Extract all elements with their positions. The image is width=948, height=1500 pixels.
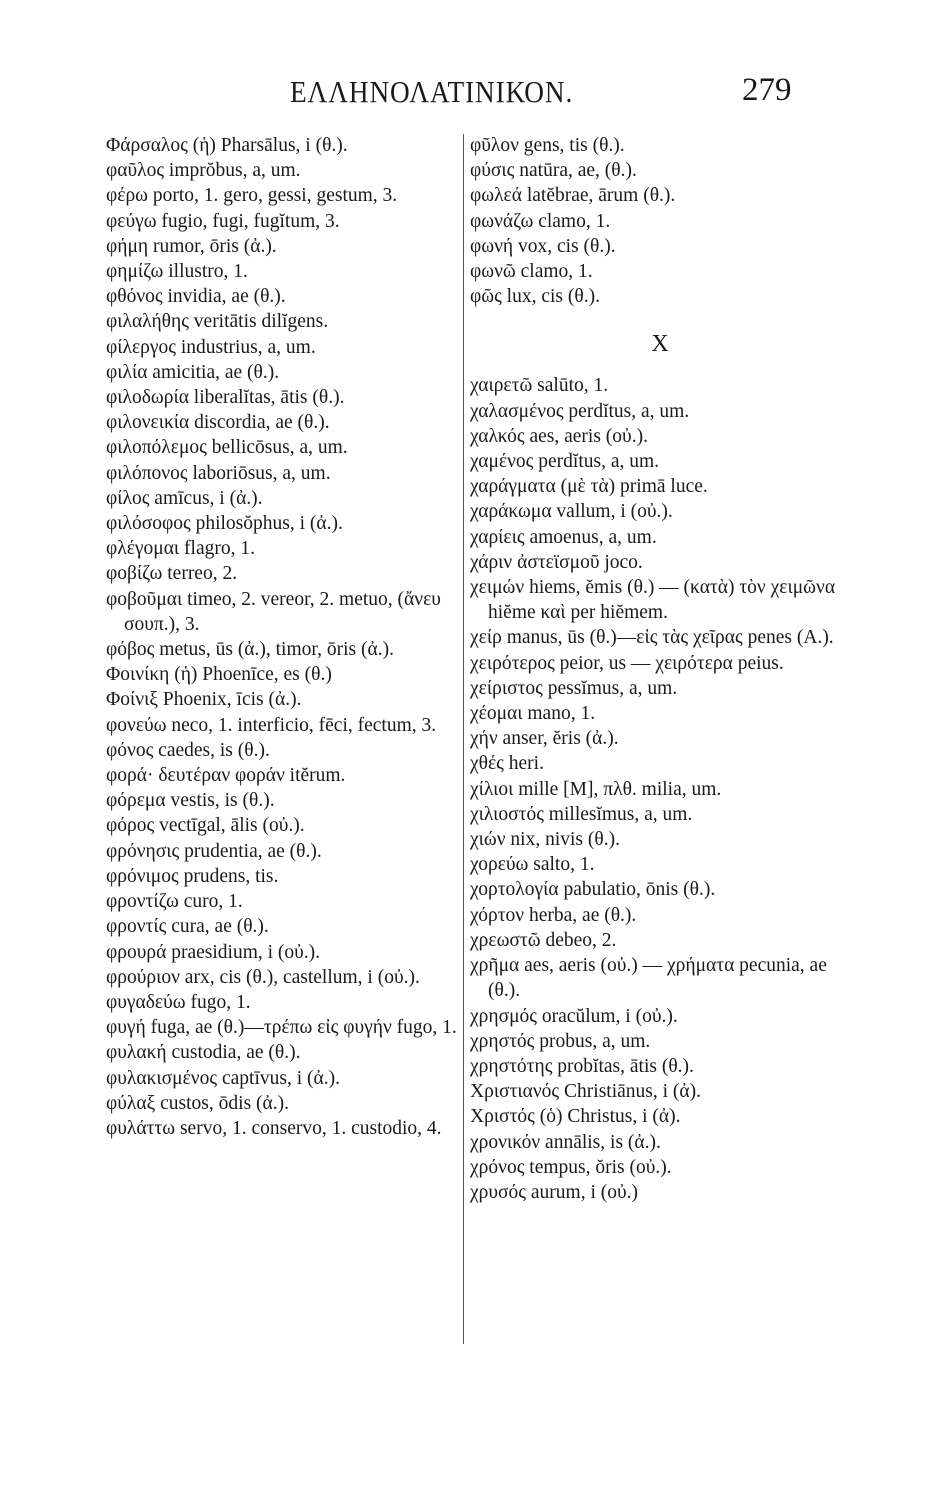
dictionary-entry: χρῆμα aes, aeris (οὐ.) — χρήματα pecunia, ae (θ.). [470, 955, 827, 1002]
dictionary-entry: φόβος metus, ūs (ἀ.), timor, ōris (ἀ.). [106, 639, 394, 661]
dictionary-entry: φύσις natūra, ae, (θ.). [470, 160, 637, 182]
left-column [106, 133, 462, 1141]
section-letter: X [651, 331, 669, 358]
dictionary-entry: φοβίζω terreo, 2. [106, 563, 238, 585]
dictionary-entry: χρυσός aurum, i (οὐ.) [470, 1181, 639, 1203]
dictionary-entry: φυγή fuga, ae (θ.)—τρέπω εἰς φυγήν fugo, 1. [106, 1017, 457, 1039]
dictionary-entry: Φάρσαλος (ἡ) Pharsālus, i (θ.). [106, 135, 348, 156]
dictionary-entry: φυλάττω servo, 1. conservo, 1. custodio, 4. [106, 1117, 442, 1139]
dictionary-entry: φοβοῦμαι timeo, 2. vereor, 2. metuo, (ἄνευ σουπ.), 3. [106, 588, 441, 635]
dictionary-entry: φῦλον gens, tis (θ.). [470, 135, 625, 156]
dictionary-entry: φλέγομαι flagro, 1. [106, 538, 255, 560]
dictionary-entry: φόρεμα vestis, is (θ.). [106, 790, 275, 812]
right-column-chi-entries [470, 373, 850, 1205]
dictionary-entry: Χριστός (ὁ) Christus, i (ἀ). [470, 1106, 681, 1128]
dictionary-entry: φρουρά praesidium, i (οὐ.). [106, 941, 321, 963]
dictionary-entry: φέρω porto, 1. gero, gessi, gestum, 3. [106, 185, 398, 207]
dictionary-entry: χείρ manus, ūs (θ.)—εἰς τὰς χεῖρας penes (Α.). [470, 627, 834, 649]
dictionary-entry: χίλιοι mille [M], πλθ. milia, um. [470, 778, 722, 800]
dictionary-entry: χήν anser, ĕris (ἀ.). [470, 728, 619, 750]
dictionary-entry: χάριν ἀστεϊσμοῦ joco. [470, 551, 643, 573]
dictionary-entry: φωνάζω clamo, 1. [470, 210, 611, 232]
dictionary-entry: φρούριον arx, cis (θ.), castellum, i (οὐ.). [106, 966, 420, 988]
dictionary-entry: φήμη rumor, ōris (ἀ.). [106, 235, 277, 257]
dictionary-entry: φίλος amīcus, i (ἀ.). [106, 487, 263, 509]
dictionary-entry: χορεύω salto, 1. [470, 854, 595, 876]
dictionary-entry: φορά· δευτέραν φοράν itĕrum. [106, 765, 346, 787]
dictionary-entry: φημίζω illustro, 1. [106, 261, 248, 283]
dictionary-entry: φιλοπόλεμος bellicōsus, a, um. [106, 437, 348, 459]
dictionary-entry: φόνος caedes, is (θ.). [106, 739, 270, 761]
dictionary-entry: φωλεά latĕbrae, ārum (θ.). [470, 185, 676, 207]
dictionary-entry: φωνῶ clamo, 1. [470, 261, 593, 283]
dictionary-entry: φιλονεικία discordia, ae (θ.). [106, 412, 330, 434]
dictionary-entry: χρόνος tempus, ŏris (οὐ.). [470, 1156, 672, 1178]
dictionary-entry: χρησμός oracŭlum, i (οὐ.). [470, 1005, 678, 1027]
dictionary-entry: φιλαλήθης veritātis dilĭgens. [106, 311, 329, 333]
dictionary-entry: φροντίς cura, ae (θ.). [106, 916, 269, 938]
dictionary-entry: χόρτον herba, ae (θ.). [470, 904, 637, 926]
dictionary-entry: φίλεργος industrius, a, um. [106, 336, 316, 358]
dictionary-entry: φόρος vectīgal, ālis (οὐ.). [106, 815, 305, 837]
dictionary-entry: φωνή vox, cis (θ.). [470, 235, 616, 257]
dictionary-entry: χαράγματα (μὲ τὰ) primā luce. [470, 476, 708, 498]
dictionary-entry: φρόνιμος prudens, tis. [106, 865, 279, 887]
dictionary-entry: φύλαξ custos, ōdis (ἀ.). [106, 1092, 289, 1114]
dictionary-entry: φιλοδωρία liberalĭtas, ātis (θ.). [106, 387, 345, 409]
dictionary-entry: φαῦλος imprŏbus, a, um. [106, 160, 301, 182]
page-number: 279 [742, 72, 792, 108]
dictionary-entry: φιλόπονος laboriōsus, a, um. [106, 462, 331, 484]
dictionary-entry: χείριστος pessĭmus, a, um. [470, 677, 678, 699]
dictionary-entry: χαλκός aes, aeris (οὐ.). [470, 425, 648, 447]
dictionary-entry: φρόνησις prudentia, ae (θ.). [106, 840, 322, 862]
dictionary-entry: χαιρετῶ salūto, 1. [470, 375, 609, 397]
dictionary-entry: φυλακή custodia, ae (θ.). [106, 1042, 301, 1064]
dictionary-entry: χρεωστῶ debeo, 2. [470, 929, 617, 951]
page-header [0, 72, 948, 122]
dictionary-entry: χειρότερος peior, us — χειρότερα peius. [470, 652, 784, 674]
dictionary-entry: φονεύω neco, 1. interficio, fēci, fectum, 3. [106, 714, 437, 736]
dictionary-entry: φθόνος invidia, ae (θ.). [106, 286, 286, 308]
dictionary-entry: χορτολογία pabulatio, ōnis (θ.). [470, 879, 716, 901]
dictionary-entry: χειμών hiems, ĕmis (θ.) — (κατὰ) τὸν χειμῶνα hiĕme καὶ per hiĕmem. [470, 577, 836, 624]
dictionary-entry: φεύγω fugio, fugi, fugĭtum, 3. [106, 210, 340, 232]
dictionary-entry: Χριστιανός Christiānus, i (ἀ). [470, 1081, 701, 1103]
dictionary-entry: χαράκωμα vallum, i (οὐ.). [470, 501, 673, 523]
dictionary-entry: φῶς lux, cis (θ.). [470, 286, 600, 308]
right-column [470, 133, 850, 1205]
dictionary-entry: χιλιοστός millesĭmus, a, um. [470, 803, 693, 825]
dictionary-entry: φροντίζω curo, 1. [106, 891, 243, 913]
dictionary-entry: χθές heri. [470, 753, 544, 775]
dictionary-entry: χρονικόν annālis, is (ἀ.). [470, 1131, 661, 1153]
dictionary-entry: χέομαι mano, 1. [470, 703, 596, 725]
dictionary-entry: φιλία amicitia, ae (θ.). [106, 361, 280, 383]
dictionary-entry: χιών nix, nivis (θ.). [470, 829, 620, 851]
column-divider [463, 134, 464, 1344]
dictionary-entry: Φοινίκη (ἡ) Phoenīce, es (θ.) [106, 664, 332, 686]
dictionary-entry: χαρίεις amoenus, a, um. [470, 526, 657, 548]
dictionary-entry: χρηστός probus, a, um. [470, 1030, 651, 1052]
dictionary-entry: φυγαδεύω fugo, 1. [106, 991, 251, 1013]
dictionary-entry: φυλακισμένος captīvus, i (ἀ.). [106, 1067, 340, 1089]
dictionary-entry: χαλασμένος perdĭtus, a, um. [470, 400, 690, 422]
running-title: ΕΛΛΗΝΟΛΑΤΙΝΙΚΟΝ. [290, 74, 574, 109]
right-column-phi-entries [470, 133, 850, 309]
dictionary-entry: Φοίνιξ Phoenix, īcis (ἀ.). [106, 689, 302, 711]
dictionary-entry: φιλόσοφος philosŏphus, i (ἀ.). [106, 513, 343, 535]
dictionary-entry: χαμένος perdĭtus, a, um. [470, 451, 660, 473]
dictionary-entry: χρηστότης probĭtas, ātis (θ.). [470, 1055, 694, 1077]
